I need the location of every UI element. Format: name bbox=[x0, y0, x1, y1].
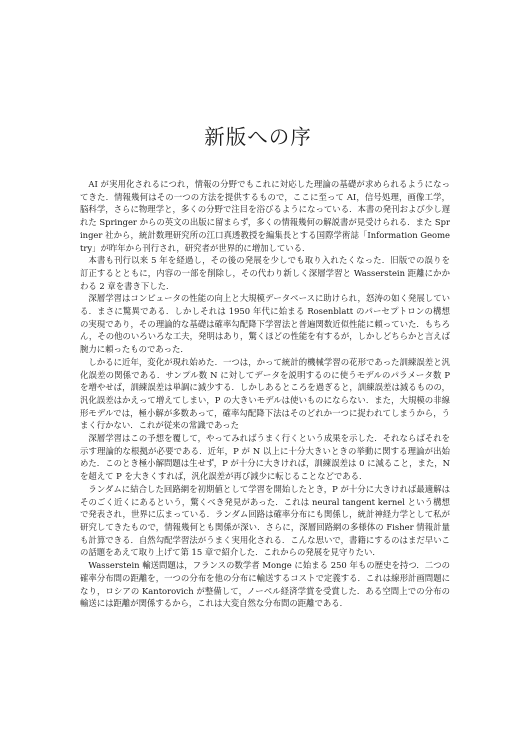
paragraph: 深層学習はこの予想を覆して，やってみればうまく行くという成果を示した．それならばそれを示す理論的な根拠が必要である．近年，P が N 以上に十分大きいときの挙動に関する理論が出始めた．このとき極小解問題は生せず，P が十分に大きければ，訓練誤差は 0 に減ること，また，N を超えて P を大きくすれば，汎化誤差が再び減少に転じることなどである． bbox=[80, 433, 450, 482]
paragraph: 深層学習はコンピュータの性能の向上と大規模データベースに助けられ，怒涛の如く発展している．まさに驚異である．しかしそれは 1950 年代に始まる Rosenblatt のパーセプトロンの構想の実現であり，その理論的な基礎は確率勾配降下学習法と普遍関数近似性能に頼っていた．もちろん，その他のいろいろな工夫，発明はあり，驚くほどの性能を有するが，しかしどちらかと言えば腕力に頼ったものであった． bbox=[80, 293, 450, 355]
paragraph: AI が実用化されるにつれ，情報の分野でもこれに対応した理論の基礎が求められるようになってきた．情報幾何はその一つの方法を提供するもので，ここに至って AI，信号処理，画像工学，脳科学，さらに物理学と，多くの分野で注目を浴びるようになっている．本書の発刊および少し遅れた Springer からの英文の出版に留まらず，多くの情報幾何の解説書が見受けられる．また Springer 社から，統計数理研究所の江口真透教授を編集長とする国際学術誌「Information Geometry」が昨年から刊行され，研究者が世界的に増加している． bbox=[80, 179, 450, 253]
paragraph: 本書も刊行以来 5 年を経過し，その後の発展を少しでも取り入れたくなった．旧版での誤りを訂正するとともに，内容の一部を削除し，その代わり新しく深層学習と Wasserstein 距離にかかわる 2 章を書き下した． bbox=[80, 255, 450, 291]
paragraph: ランダムに結合した回路網を初期値として学習を開始したとき，P が十分に大きければ最適解はそのごく近くにあるという，驚くべき発見があった．これは neural tangent kernel という構想で発表され，世界に広まっている．ランダム回路は確率分布にも関係し，統計神経力学として私が研究してきたもので，情報幾何とも関係が深い．さらに，深層回路網の多様体の Fisher 情報計量も計算できる．自然勾配学習法がうまく実用化される．こんな思いで，書籍にするのはまだ早いこの話題をあえて取り上げて第 15 章で紹介した．これからの発展を見守りたい． bbox=[80, 483, 450, 558]
page-title: 新版への序 bbox=[204, 125, 312, 149]
paragraph: しかるに近年，変化が現れ始めた．一つは，かって統計的機械学習の花形であった訓練誤差と汎化誤差の関係である．サンプル数 N に対してデータを説明するのに使うモデルのパラメータ数 P を増やせば，訓練誤差は単調に減少する．しかしあるところを過ぎると，訓練誤差は減るものの，汎化誤差はかえって増えてしまい，P の大きいモデルは使いものにならない．また，大規模の非線形モデルでは，極小解が多数あって，確率勾配降下法はそのどれか一つに捉われてしまうから，うまく行かない．これが従来の常識であった bbox=[80, 356, 450, 431]
paragraph: Wasserstein 輸送問題は，フランスの数学者 Monge に始まる 250 年もの歴史を持つ．二つの確率分布間の距離を，一つの分布を他の分布に輸送するコストで定義する．これは線形計画問題になり，ロシアの Kantorovich が整備して，ノーベル経済学賞を受賞した．ある空間上での分布の輸送には距離が関係するから，これは大変自然な分布間の距離である． bbox=[80, 560, 450, 609]
preface-body bbox=[80, 178, 450, 610]
